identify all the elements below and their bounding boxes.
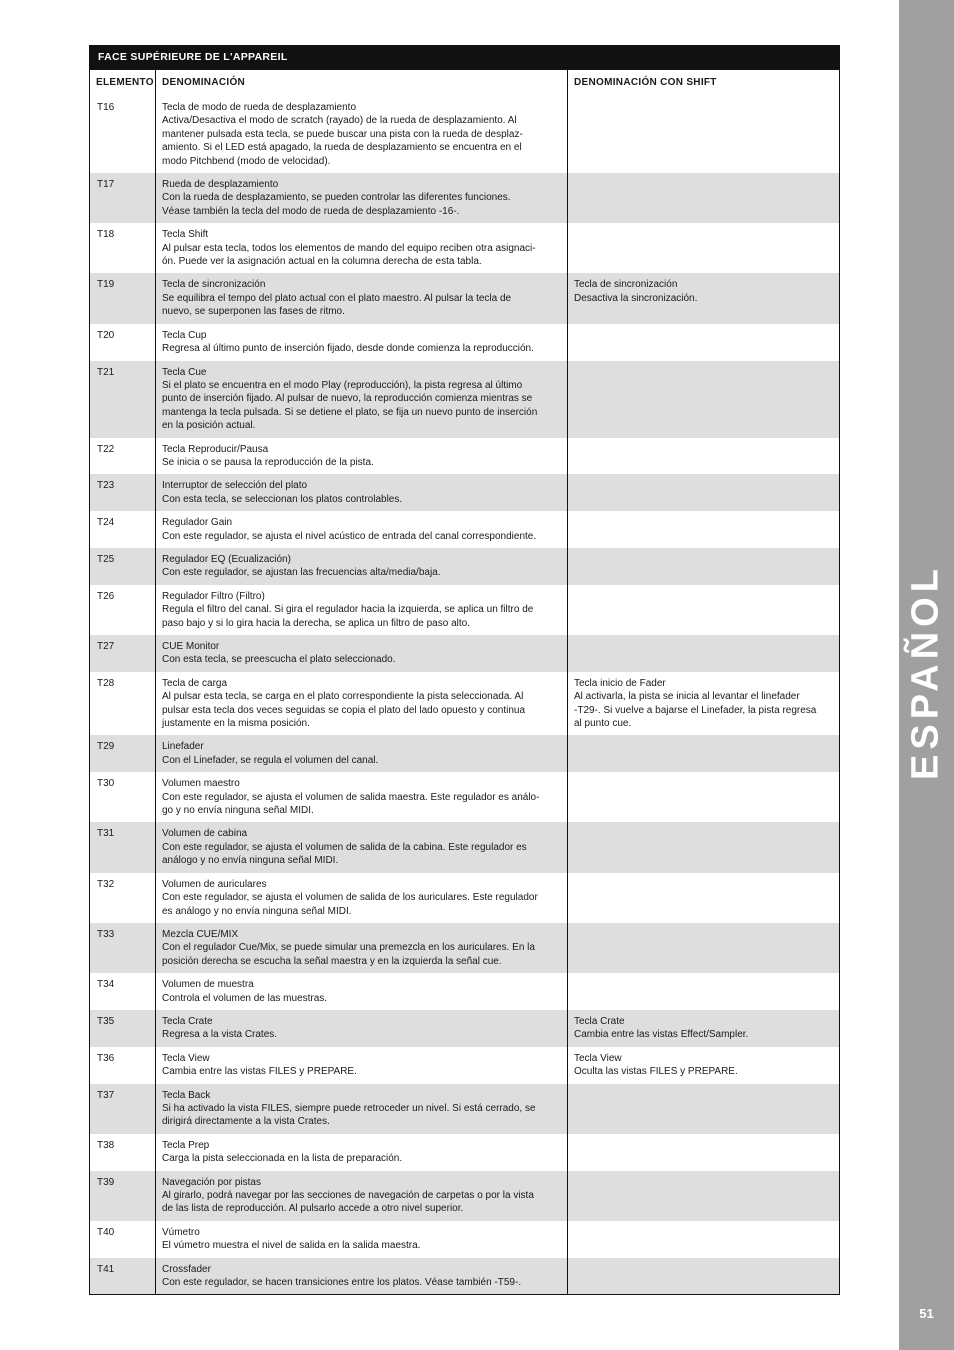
denomination-cell <box>156 1221 568 1258</box>
element-code: T40 <box>90 1221 156 1258</box>
shift-denomination-cell <box>568 923 840 973</box>
denomination-cell <box>156 511 568 548</box>
shift-title: Tecla de sincronización <box>574 279 678 291</box>
denomination-description: Regresa a la vista Crates. <box>162 1029 278 1041</box>
shift-description: Desactiva la sincronización. <box>574 292 698 304</box>
denomination-description: Con este regulador, se ajusta el volumen de salida maestra. Este regulador es análo- go y no envía ninguna señal MIDI. <box>162 791 540 817</box>
denomination-title: Tecla de modo de rueda de desplazamiento <box>162 102 357 113</box>
shift-denomination-cell <box>568 173 840 223</box>
element-code: T17 <box>90 173 156 223</box>
table-row <box>90 735 840 772</box>
denomination-title: Tecla de carga <box>162 677 228 689</box>
denomination-cell <box>156 1258 568 1295</box>
denomination-title: Interruptor de selección del plato <box>162 480 308 492</box>
denomination-cell <box>156 438 568 475</box>
element-code: T27 <box>90 635 156 672</box>
shift-description: Al activarla, la pista se inicia al levantar el linefader -T29-. Si vuelve a bajarse el Linefader, la pista regresa al punto cue. <box>574 691 817 730</box>
table-row <box>90 173 840 223</box>
element-code: T24 <box>90 511 156 548</box>
denomination-description: Controla el volumen de las muestras. <box>162 992 328 1004</box>
header-name: DENOMINACIÓN <box>156 70 568 96</box>
denomination-description: Al pulsar esta tecla, todos los elementos de mando del equipo reciben otra asignaci- ón. Puede ver la asignación actual en la columna derecha de esta tabla. <box>162 242 536 268</box>
shift-denomination-cell <box>568 822 840 872</box>
denomination-cell <box>156 672 568 736</box>
shift-denomination-cell <box>568 474 840 511</box>
table-row <box>90 1221 840 1258</box>
language-title: ESPAÑOL <box>904 564 947 780</box>
shift-denomination-cell <box>568 672 840 736</box>
denomination-description: Con este regulador, se ajusta el volumen de salida de los auriculares. Este regulador es análogo y no envía ninguna señal MIDI. <box>162 892 538 917</box>
denomination-title: CUE Monitor <box>162 641 220 652</box>
shift-denomination-cell <box>568 96 840 173</box>
denomination-description: Se equilibra el tempo del plato actual con el plato maestro. Al pulsar la tecla de nuevo, se superponen las fases de ritmo. <box>162 292 512 318</box>
table-row <box>90 923 840 973</box>
table-row <box>90 973 840 1010</box>
table-row <box>90 273 840 323</box>
denomination-cell <box>156 223 568 273</box>
denomination-title: Tecla Cue <box>162 366 207 378</box>
element-code: T41 <box>90 1258 156 1295</box>
shift-denomination-cell <box>568 973 840 1010</box>
denomination-description: Regula el filtro del canal. Si gira el regulador hacia la izquierda, se aplica un filtro de paso bajo y si lo gira hacia la derecha, se aplica un filtro de paso alto. <box>162 604 534 629</box>
element-code: T18 <box>90 223 156 273</box>
shift-title: Tecla inicio de Fader <box>574 677 666 689</box>
table-row <box>90 361 840 438</box>
table-row <box>90 548 840 585</box>
denomination-description: Se inicia o se pausa la reproducción de la pista. <box>162 456 374 468</box>
element-code: T30 <box>90 772 156 822</box>
denomination-cell <box>156 324 568 361</box>
denomination-title: Volumen de auriculares <box>162 878 267 890</box>
shift-denomination-cell <box>568 1221 840 1258</box>
element-code: T25 <box>90 548 156 585</box>
denomination-title: Tecla Prep <box>162 1139 210 1151</box>
shift-denomination-cell <box>568 585 840 635</box>
denomination-title: Tecla Back <box>162 1089 211 1101</box>
shift-denomination-cell <box>568 511 840 548</box>
header-element: ELEMENTO <box>90 70 156 96</box>
element-code: T35 <box>90 1010 156 1047</box>
table-row <box>90 438 840 475</box>
element-code: T33 <box>90 923 156 973</box>
denomination-cell <box>156 973 568 1010</box>
header-shift: DENOMINACIÓN CON SHIFT <box>568 70 840 96</box>
shift-title: Tecla View <box>574 1052 622 1064</box>
denomination-title: Regulador EQ (Ecualización) <box>162 553 291 565</box>
denomination-description: Carga la pista seleccionada en la lista de preparación. <box>162 1153 403 1165</box>
table-caption: FACE SUPÉRIEURE DE L'APPAREIL <box>90 46 840 71</box>
table-row <box>90 1084 840 1134</box>
table-row <box>90 1134 840 1171</box>
denomination-title: Regulador Filtro (Filtro) <box>162 590 265 602</box>
element-code: T34 <box>90 973 156 1010</box>
denomination-description: Regresa al último punto de inserción fijado, desde donde comienza la reproducción. <box>162 343 534 355</box>
denomination-cell <box>156 273 568 323</box>
denomination-title: Vúmetro <box>162 1226 200 1238</box>
shift-denomination-cell <box>568 438 840 475</box>
denomination-title: Tecla Reproducir/Pausa <box>162 443 269 455</box>
shift-denomination-cell <box>568 772 840 822</box>
denomination-description: El vúmetro muestra el nivel de salida en la salida maestra. <box>162 1240 421 1252</box>
denomination-title: Rueda de desplazamiento <box>162 179 279 191</box>
shift-denomination-cell <box>568 361 840 438</box>
denomination-cell <box>156 96 568 173</box>
denomination-title: Tecla Shift <box>162 229 209 241</box>
element-code: T37 <box>90 1084 156 1134</box>
element-code: T28 <box>90 672 156 736</box>
denomination-cell <box>156 1047 568 1084</box>
shift-denomination-cell <box>568 1171 840 1221</box>
denomination-cell <box>156 735 568 772</box>
element-code: T22 <box>90 438 156 475</box>
denomination-cell <box>156 822 568 872</box>
table-body <box>90 96 840 1295</box>
shift-denomination-cell <box>568 635 840 672</box>
denomination-cell <box>156 173 568 223</box>
denomination-cell <box>156 1010 568 1047</box>
denomination-description: Al girarlo, podrá navegar por las secciones de navegación de carpetas o por la vista de las lista de reproducción. Al pulsarlo accede a otro nivel superior. <box>162 1190 534 1215</box>
denomination-description: Cambia entre las vistas FILES y PREPARE. <box>162 1066 357 1078</box>
element-code: T20 <box>90 324 156 361</box>
shift-denomination-cell <box>568 1258 840 1295</box>
denomination-title: Tecla Crate <box>162 1015 213 1027</box>
controls-table <box>89 45 840 1295</box>
denomination-title: Regulador Gain <box>162 517 233 529</box>
denomination-cell <box>156 772 568 822</box>
denomination-cell <box>156 635 568 672</box>
denomination-title: Tecla View <box>162 1052 210 1064</box>
denomination-description: Con este regulador, se hacen transiciones entre los platos. Véase también -T59-. <box>162 1277 522 1289</box>
shift-denomination-cell <box>568 735 840 772</box>
table-row <box>90 96 840 173</box>
table-row <box>90 585 840 635</box>
denomination-cell <box>156 923 568 973</box>
denomination-title: Navegación por pistas <box>162 1176 261 1188</box>
denomination-cell <box>156 1134 568 1171</box>
shift-description: Oculta las vistas FILES y PREPARE. <box>574 1066 738 1078</box>
denomination-title: Tecla Cup <box>162 329 207 341</box>
shift-denomination-cell <box>568 1084 840 1134</box>
shift-denomination-cell <box>568 1010 840 1047</box>
denomination-description: Si el plato se encuentra en el modo Play (reproducción), la pista regresa al último punto de inserción fijado. Al pulsar de nuevo, la reproducción comienza mientras se mantenga la tecla pulsada. Si se detiene el plato, se fija un nuevo punto de inserción en la posición actual. <box>162 379 538 432</box>
page-number: 51 <box>919 1306 934 1321</box>
table-row <box>90 772 840 822</box>
denomination-description: Con este regulador, se ajusta el volumen de salida de la cabina. Este regulador es análogo y no envía ninguna señal MIDI. <box>162 841 527 867</box>
denomination-cell <box>156 548 568 585</box>
denomination-description: Con la rueda de desplazamiento, se pueden controlar las diferentes funciones. Véase también la tecla del modo de rueda de desplazamiento -16-. <box>162 192 511 217</box>
element-code: T23 <box>90 474 156 511</box>
denomination-cell <box>156 1084 568 1134</box>
table-row <box>90 635 840 672</box>
element-code: T39 <box>90 1171 156 1221</box>
denomination-cell <box>156 361 568 438</box>
shift-description: Cambia entre las vistas Effect/Sampler. <box>574 1029 749 1041</box>
shift-denomination-cell <box>568 223 840 273</box>
denomination-description: Con el regulador Cue/Mix, se puede simular una premezcla en los auriculares. En la posición derecha se escucha la señal maestra y en la izquierda la señal cue. <box>162 942 535 967</box>
element-code: T21 <box>90 361 156 438</box>
table-row <box>90 822 840 872</box>
denomination-title: Crossfader <box>162 1263 211 1275</box>
denomination-description: Con esta tecla, se preescucha el plato seleccionado. <box>162 654 396 666</box>
table-row <box>90 1258 840 1295</box>
denomination-title: Tecla de sincronización <box>162 279 266 291</box>
shift-denomination-cell <box>568 1134 840 1171</box>
denomination-description: Con el Linefader, se regula el volumen del canal. <box>162 754 379 766</box>
denomination-description: Si ha activado la vista FILES, siempre puede retroceder un nivel. Si está cerrado, se dirigirá directamente a la vista Crates. <box>162 1102 536 1128</box>
denomination-description: Activa/Desactiva el modo de scratch (rayado) de la rueda de desplazamiento. Al mantener pulsada esta tecla, se puede buscar una pista con la rueda de desplaz- amiento. Si el LED está apagado, la rueda de desplazamiento se encuentra en el modo Pitchbend (modo de velocidad). <box>162 115 523 167</box>
denomination-cell <box>156 585 568 635</box>
denomination-cell <box>156 474 568 511</box>
element-code: T19 <box>90 273 156 323</box>
shift-denomination-cell <box>568 548 840 585</box>
shift-denomination-cell <box>568 273 840 323</box>
element-code: T16 <box>90 96 156 173</box>
shift-title: Tecla Crate <box>574 1015 625 1027</box>
table-row <box>90 1010 840 1047</box>
shift-denomination-cell <box>568 873 840 923</box>
table-row <box>90 1171 840 1221</box>
table-row <box>90 1047 840 1084</box>
element-code: T29 <box>90 735 156 772</box>
element-code: T32 <box>90 873 156 923</box>
table-row <box>90 511 840 548</box>
table-row <box>90 474 840 511</box>
denomination-title: Volumen maestro <box>162 778 240 790</box>
table-row <box>90 324 840 361</box>
denomination-cell <box>156 1171 568 1221</box>
element-code: T36 <box>90 1047 156 1084</box>
shift-denomination-cell <box>568 324 840 361</box>
shift-denomination-cell <box>568 1047 840 1084</box>
denomination-description: Con este regulador, se ajustan las frecuencias alta/media/baja. <box>162 567 441 579</box>
denomination-description: Con esta tecla, se seleccionan los platos controlables. <box>162 493 403 505</box>
table-row <box>90 672 840 736</box>
denomination-cell <box>156 873 568 923</box>
denomination-title: Mezcla CUE/MIX <box>162 928 239 940</box>
table-row <box>90 223 840 273</box>
element-code: T38 <box>90 1134 156 1171</box>
denomination-title: Linefader <box>162 741 204 753</box>
table-row <box>90 873 840 923</box>
denomination-description: Con este regulador, se ajusta el nivel acústico de entrada del canal correspondiente. <box>162 530 537 542</box>
denomination-description: Al pulsar esta tecla, se carga en el plato correspondiente la pista seleccionada. Al pulsar esta tecla dos veces seguidas se copia el plato del lado opuesto y continua justamente en la misma posición. <box>162 691 526 730</box>
denomination-title: Volumen de cabina <box>162 828 248 840</box>
denomination-title: Volumen de muestra <box>162 979 254 991</box>
element-code: T31 <box>90 822 156 872</box>
element-code: T26 <box>90 585 156 635</box>
